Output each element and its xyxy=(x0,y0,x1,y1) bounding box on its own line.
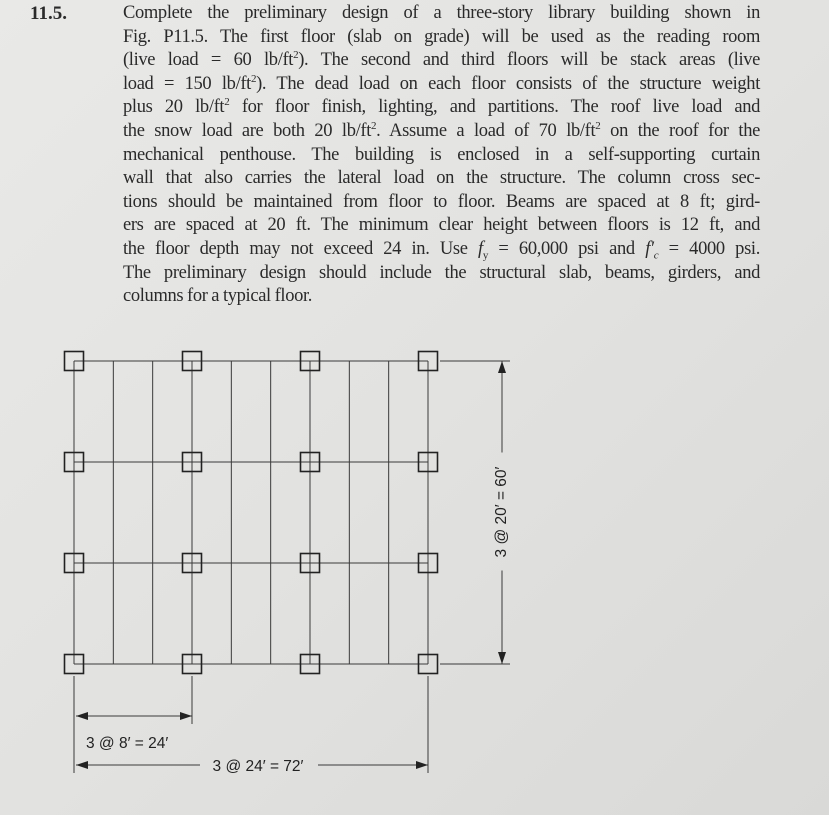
arrowhead xyxy=(498,361,506,373)
text-segment: plus 20 lb/ft xyxy=(123,97,225,118)
arrowhead xyxy=(416,761,428,769)
text-line: wall that also carries the lateral load on the structure. The column cross sec- xyxy=(123,168,760,189)
text-line: columns for a typical floor. xyxy=(123,286,313,307)
text-segment: ). The dead load on each floor consists of the structure weight xyxy=(256,73,760,94)
text-segment: . Assume a load of 70 lb/ft xyxy=(376,120,596,141)
text-line: Fig. P11.5. The first floor (slab on grade) will be used as the reading room xyxy=(123,26,760,47)
problem-number: 11.5. xyxy=(30,3,67,24)
dimension-lines xyxy=(74,361,510,773)
text-line: The preliminary design should include the structural slab, beams, girders, and xyxy=(123,262,760,283)
text-segment: (live load = 60 lb/ft xyxy=(123,50,294,71)
arrowhead xyxy=(76,712,88,720)
text-line: ers are spaced at 20 ft. The minimum clear height between floors is 12 ft, and xyxy=(123,215,760,236)
dim-beams-label: 3 @ 8′ = 24′ xyxy=(86,735,169,752)
arrowhead xyxy=(498,652,506,664)
superscript: 2 xyxy=(224,96,230,109)
superscript: 2 xyxy=(293,49,299,62)
superscript: 2 xyxy=(595,119,601,132)
arrowhead xyxy=(180,712,192,720)
text-segment: load = 150 lb/ft xyxy=(123,73,251,94)
subscript: c xyxy=(653,249,659,262)
superscript: 2 xyxy=(371,119,377,132)
math-symbol: f xyxy=(478,238,483,259)
superscript: 2 xyxy=(250,72,257,85)
text-segment: the floor depth may not exceed 24 in. Use xyxy=(123,238,479,259)
text-line: Complete the preliminary design of a three-story library building shown in xyxy=(123,3,760,23)
text-segment: the snow load are both 20 lb/ft xyxy=(123,120,372,141)
text-line: mechanical penthouse. The building is enclosed in a self-supporting curtain xyxy=(123,144,760,165)
text-segment: on the roof for the xyxy=(600,120,760,141)
text-segment: = 4000 psi. xyxy=(658,238,761,259)
subscript: y xyxy=(482,249,488,262)
arrowhead xyxy=(76,761,88,769)
text-segment: for floor finish, lighting, and partitions. The roof live load and xyxy=(229,97,760,118)
text-segment: = 60,000 psi and xyxy=(488,238,646,259)
dim-vertical-label: 3 @ 20′ = 60′ xyxy=(493,466,510,558)
dim-horizontal-label: 3 @ 24′ = 72′ xyxy=(212,758,304,775)
text-segment: ). The second and third floors will be stack areas (live xyxy=(298,50,760,71)
framing-grid xyxy=(65,352,438,674)
math-symbol: f′ xyxy=(645,238,654,259)
text-line: tions should be maintained from floor to floor. Beams are spaced at 8 ft; gird- xyxy=(123,191,760,212)
